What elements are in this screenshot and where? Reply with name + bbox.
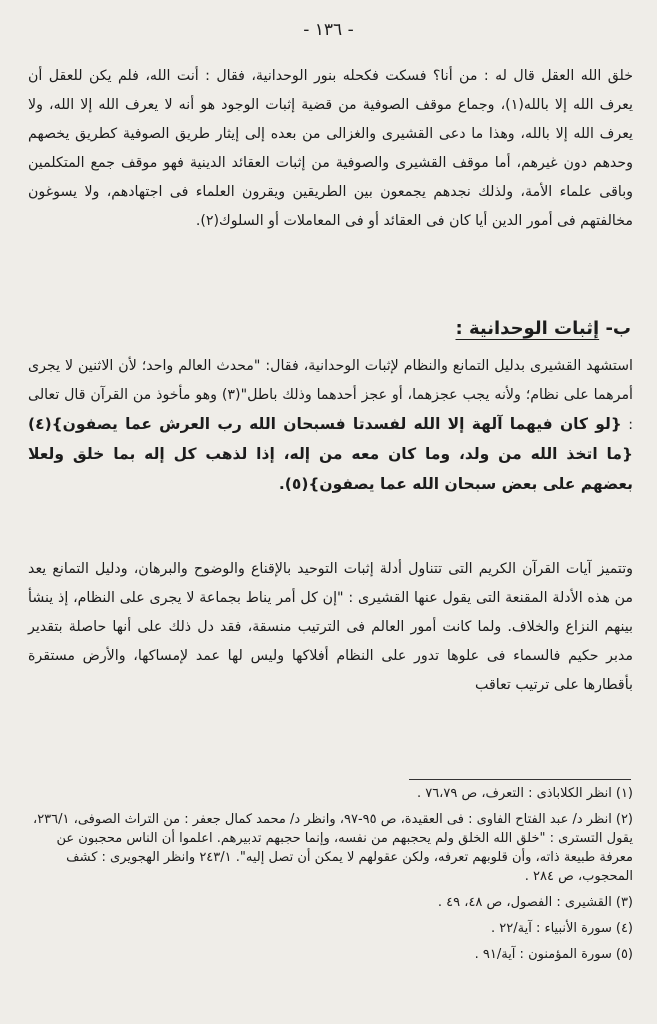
page-number: - ١٣٦ - xyxy=(303,20,354,40)
section-title: إثبات الوحدانية : xyxy=(455,318,600,339)
paragraph-2-text: استشهد القشيرى بدليل التمانع والنظام لإثبات الوحدانية، فقال: "محدث العالم واحد؛ لأن الاثنين لا يجرى أمرهما على نظام؛ ولأنه يجب عجزهما، أو عجز أحدهما وذلك باطل"(٣) وهو مأخوذ من القرآن قال تعالى : xyxy=(28,358,633,433)
footnote-5 xyxy=(28,945,633,964)
footnote-separator xyxy=(409,779,631,780)
footnote-number: (١) xyxy=(615,786,633,801)
footnote-text: انظر الكلاباذى : التعرف، ص ٧٦،٧٩ . xyxy=(416,786,612,801)
section-heading xyxy=(456,318,631,339)
footnote-number: (٣) xyxy=(615,895,633,910)
paragraph-1: خلق الله العقل قال له : من أنا؟ فسكت فكحله بنور الوحدانية، فقال : أنت الله، فلم يكن للعقل أن يعرف الله إلا بالله(١)، وجماع موقف الصوفية من قضية إثبات الوجود هو أنه لا يعرف الله إلا الله، ولا يعرف الله إلا بالله، وهذا ما دعى القشيرى والغزالى من بعده إلى إيثار طريق الصوفية كطريق يخصهم وحدهم دون غيرهم، أما موقف القشيرى والصوفية من إثبات العقائد الدينية فهو موقف جمع المتكلمين وباقى علماء الأمة، ولذلك نجدهم يجمعون بين الطريقين ويقرون العلماء فى اجتهادهم، ولا يسوغون مخالفتهم فى أمور الدين أيا كان فى العقائد أو فى المعاملات أو السلوك(٢). xyxy=(28,68,633,229)
footnote-2 xyxy=(28,810,633,886)
footnote-text: سورة المؤمنون : آية/٩١ . xyxy=(474,947,612,962)
footnote-text: القشيرى : الفصول، ص ٤٨، ٤٩ . xyxy=(437,895,612,910)
footnote-number: (٥) xyxy=(615,947,633,962)
footnote-text: سورة الأنبياء : آية/٢٢ . xyxy=(491,921,612,936)
paragraph-2 xyxy=(28,352,633,500)
paragraph-3: وتتميز آيات القرآن الكريم التى تتناول أدلة إثبات التوحيد بالإقناع والوضوح والبرهان، ودليل التمانع يعد من هذه الأدلة المقنعة التى يقول عنها القشيرى : "إن كل أمر يناط بجماعة لا يجرى على النظام، إذ ينشأ بينهم النزاع والخلاف. ولما كانت أمور العالم فى الترتيب منسقة، فقد دل ذلك على أنها حاصلة بتقدير مدبر حكيم فالسماء فى علوها تدور على النظام أفلاكها وليس لها عمد لإمساكها، والأرض مستقرة بأقطارها على ترتيب تعاقب xyxy=(28,561,633,693)
footnote-number: (٢) xyxy=(615,812,633,827)
section-letter: ب- xyxy=(605,318,631,339)
footnote-text: انظر د/ عبد الفتاح الفاوى : فى العقيدة، ص ٩٥-٩٧، وانظر د/ محمد كمال جعفر : من التراث الصوفى، ٢٣٦/١، يقول التسترى : "خلق الله الخلق ولم يحجبهم من نفسه، وإنما حجبهم تدبيرهم. اعلموا أن الناس محجبون عن معرفة طبيعة ذاته، وأن قلوبهم تعرفه، ولكن عقولهم لا يمكن أن تصل إليه". ٢٤٣/١ وانظر الهجويرى : كشف المحجوب، ص ٢٨٤ . xyxy=(32,812,633,884)
footnote-number: (٤) xyxy=(615,921,633,936)
footnotes xyxy=(28,784,633,971)
footnote-1 xyxy=(28,784,633,803)
footnote-3 xyxy=(28,893,633,912)
quran-verses: {لو كان فيهما آلهة إلا الله لفسدتا فسبحان الله رب العرش عما يصفون}(٤) {ما اتخذ الله من ولد، وما كان معه من إله، إذا لذهب كل إله بما خلق ولعلا بعضهم على بعض سبحان الله عما يصفون}(٥). xyxy=(28,415,633,493)
footnote-4 xyxy=(28,919,633,938)
